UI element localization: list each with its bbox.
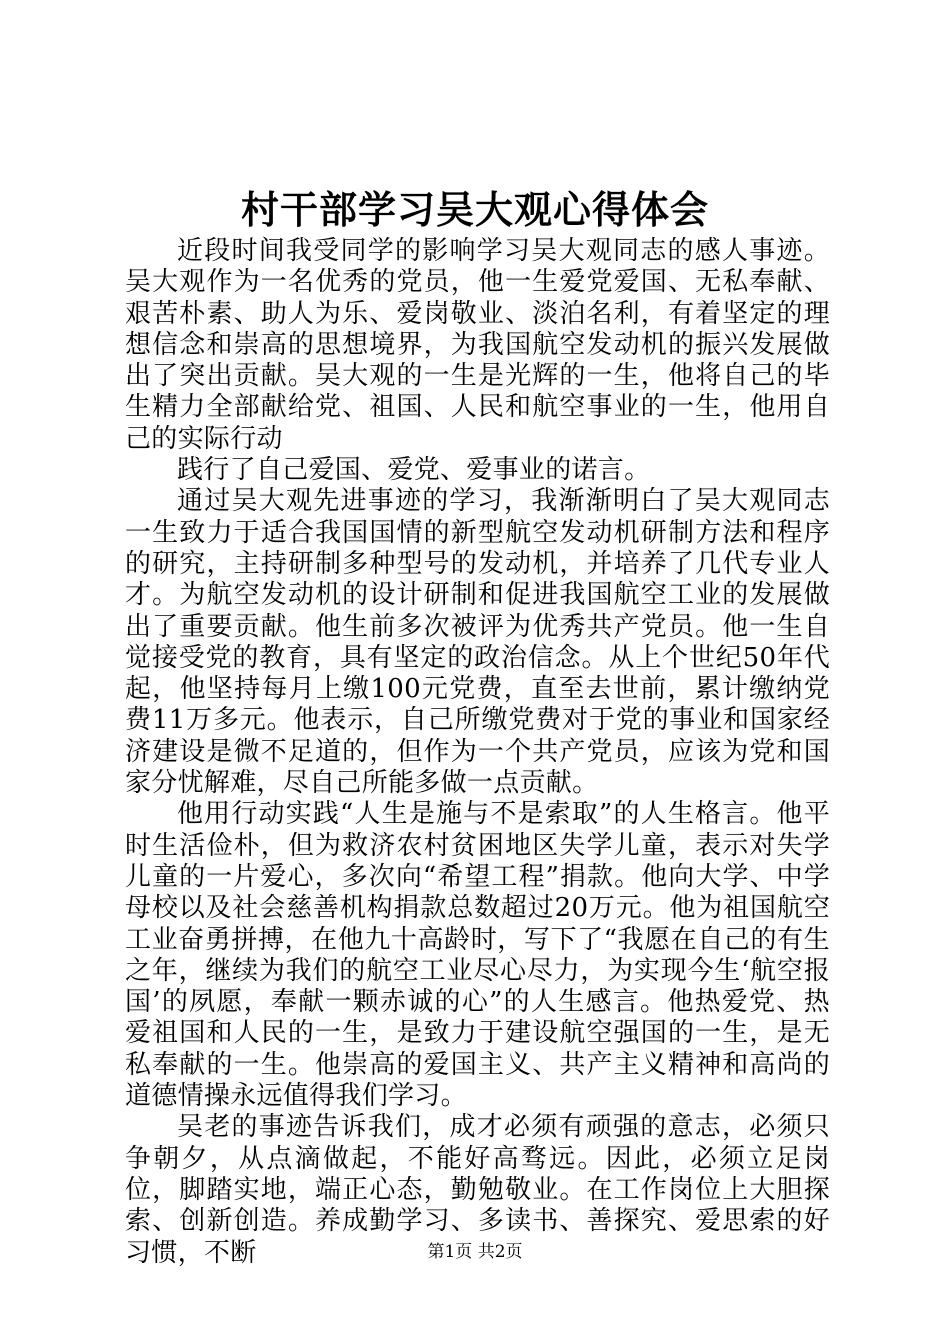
- paragraph-1-continuation: 践行了自己爱国、爱党、爱事业的诺言。: [177, 455, 651, 486]
- paragraph-3: 他用行动实践“人生是施与不是索取”的人生格言。他平时生活俭朴，但为救济农村贫困地区失学儿童，表示对失学儿童的一片爱心，多次向“希望工程”捐款。他向大学、中学母校以及社会慈善机构捐款总数超过20万元。他为祖国航空工业奋勇拼搏，在他九十高龄时，写下了“我愿在自己的有生之年，继续为我们的航空工业尽心尽力，为实现今生‘航空报国’的夙愿，奉献一颗赤诚的心”的人生感言。他热爱党、热爱祖国和人民的一生，是致力于建设航空强国的一生，是无私奉献的一生。他崇高的爱国主义、共产主义精神和高尚的道德情操永远值得我们学习。: [125, 799, 830, 1112]
- document-title: 村干部学习吴大观心得体会: [240, 187, 709, 232]
- paragraph-1: 近段时间我受同学的影响学习吴大观同志的感人事迹。吴大观作为一名优秀的党员，他一生爱党爱国、无私奉献、艰苦朴素、助人为乐、爱岗敬业、淡泊名利，有着坚定的理想信念和崇高的思想境界，为我国航空发动机的振兴发展做出了突出贡献。吴大观的一生是光辉的一生，他将自己的毕生精力全部献给党、祖国、人民和航空事业的一生，他用自己的实际行动: [125, 236, 830, 454]
- document-body: [125, 236, 830, 1269]
- paragraph-4: 吴老的事迹告诉我们，成才必须有顽强的意志，必须只争朝夕，从点滴做起，不能好高骛远。因此，必须立足岗位，脚踏实地，端正心态，勤勉敬业。在工作岗位上大胆探索、创新创造。养成勤学习、多读书、善探究、爱思索的好习惯，不断: [125, 1112, 830, 1268]
- page-number-footer: 第1页 共2页: [427, 1242, 523, 1262]
- paragraph-2: 通过吴大观先进事迹的学习，我渐渐明白了吴大观同志一生致力于适合我国国情的新型航空发动机研制方法和程序的研究，主持研制多种型号的发动机，并培养了几代专业人才。为航空发动机的设计研制和促进我国航空工业的发展做出了重要贡献。他生前多次被评为优秀共产党员。他一生自觉接受党的教育，具有坚定的政治信念。从上个世纪50年代起，他坚持每月上缴100元党费，直至去世前，累计缴纳党费11万多元。他表示，自己所缴党费对于党的事业和国家经济建设是微不足道的，但作为一个共产党员，应该为党和国家分忧解难，尽自己所能多做一点贡献。: [125, 486, 830, 799]
